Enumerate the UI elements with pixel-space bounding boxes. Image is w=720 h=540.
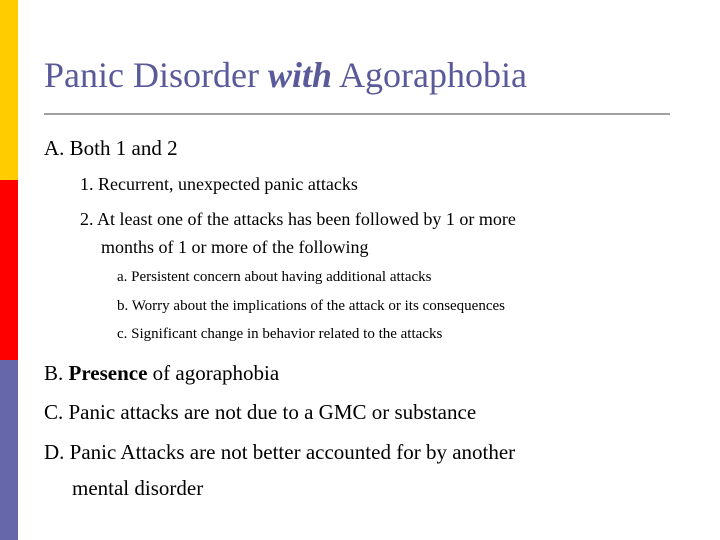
criterion-a-sub-a: a. Persistent concern about having additional attacks: [117, 269, 432, 285]
slide-title: [44, 56, 527, 96]
title-part-2: Agoraphobia: [332, 55, 527, 95]
criterion-b-bold: Presence: [68, 361, 148, 385]
criterion-a-item-2-line-2: months of 1 or more of the following: [101, 237, 369, 257]
criterion-b: [44, 361, 279, 386]
criterion-c: C. Panic attacks are not due to a GMC or substance: [44, 400, 477, 424]
criterion-b-prefix: B.: [44, 361, 69, 385]
title-emphasis: with: [267, 55, 332, 95]
accent-stripe-yellow: [0, 0, 18, 180]
title-divider: [44, 113, 670, 115]
title-part-1: Panic Disorder: [44, 55, 268, 95]
criterion-a-sub-c: c. Significant change in behavior related to the attacks: [117, 326, 443, 342]
criterion-a: A. Both 1 and 2: [44, 136, 178, 160]
criterion-d-line-2: mental disorder: [72, 476, 204, 500]
criterion-d-line-1: D. Panic Attacks are not better accounted for by another: [44, 440, 516, 464]
criterion-b-suffix: of agoraphobia: [147, 361, 280, 385]
criterion-a-sub-b: b. Worry about the implications of the attack or its consequences: [117, 298, 505, 314]
criterion-a-item-1: 1. Recurrent, unexpected panic attacks: [80, 174, 358, 194]
accent-stripe-purple: [0, 360, 18, 540]
criterion-a-item-2-line-1: 2. At least one of the attacks has been followed by 1 or more: [80, 209, 516, 229]
accent-stripe-red: [0, 180, 18, 360]
